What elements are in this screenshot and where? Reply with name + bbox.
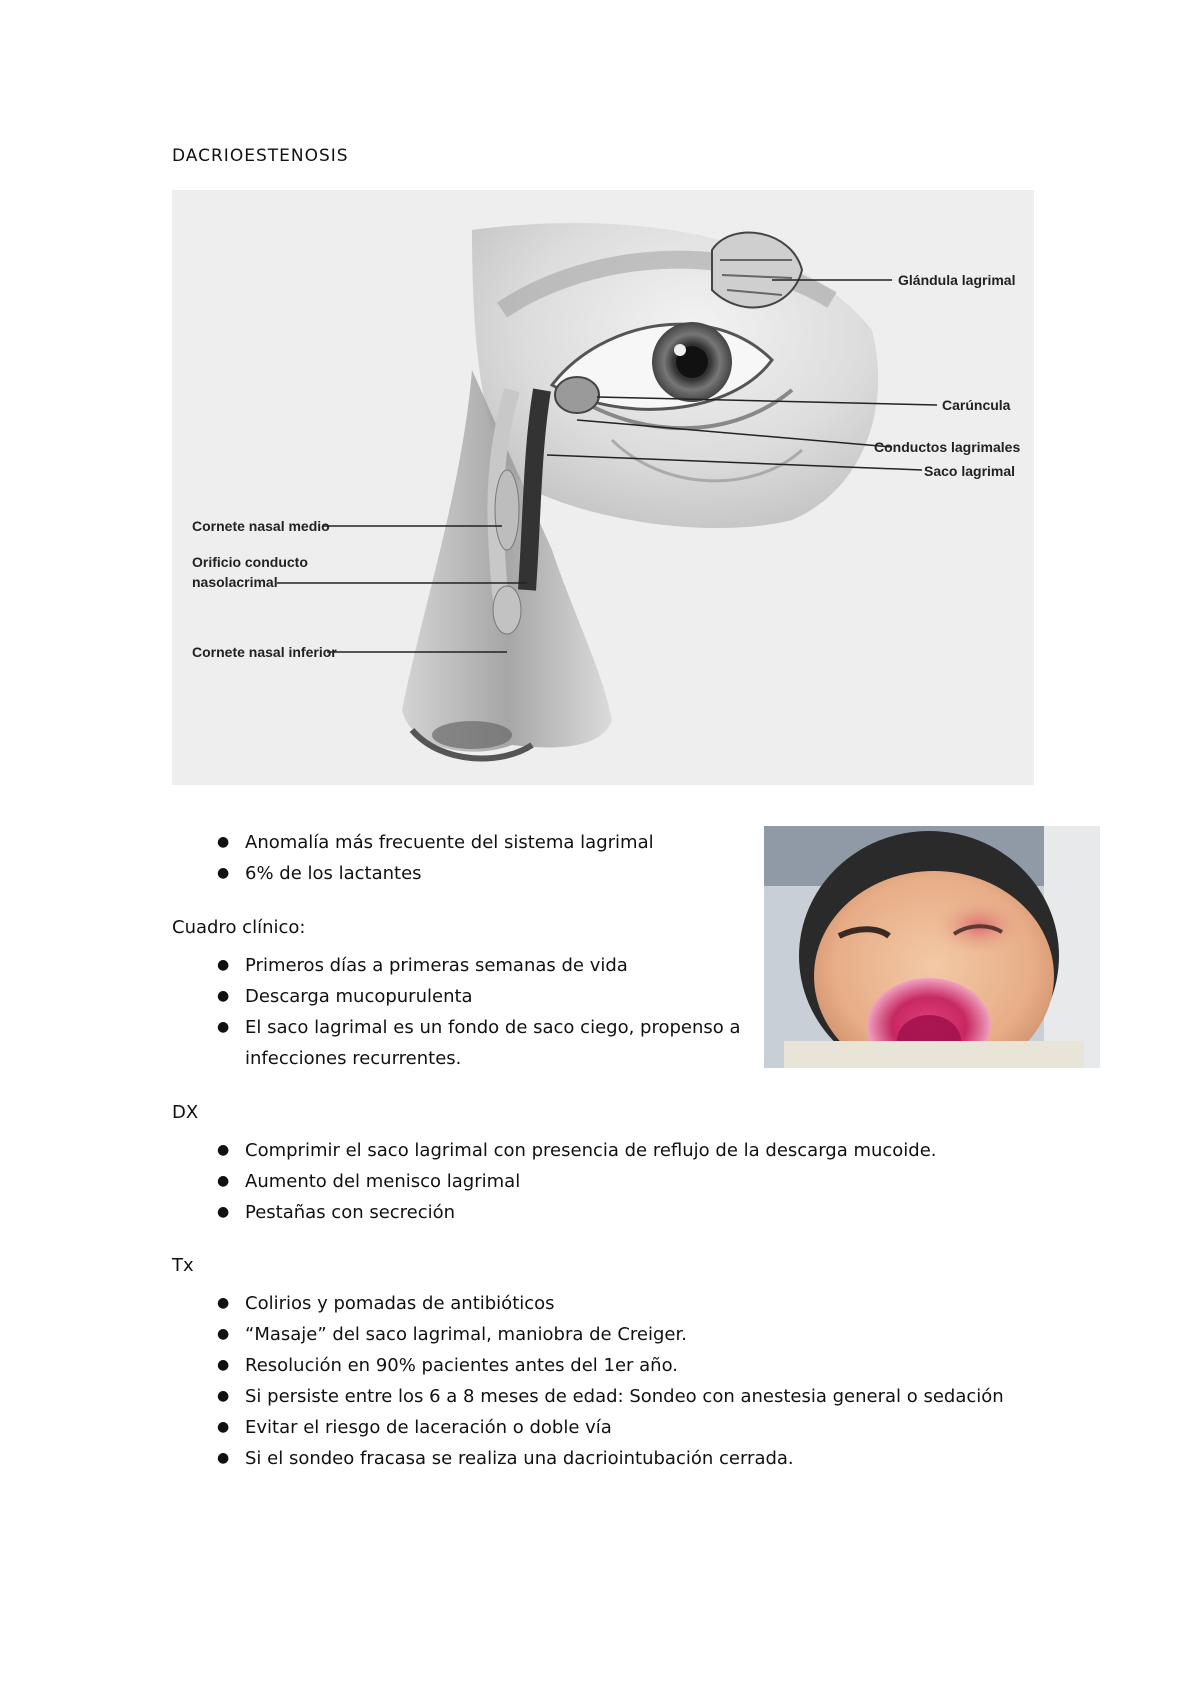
- list-item: ● Aumento del menisco lagrimal: [172, 1166, 937, 1197]
- list-item: ● Si el sondeo fracasa se realiza una dacriointubación cerrada.: [172, 1443, 1004, 1474]
- bullet-icon: ●: [217, 988, 230, 1004]
- bullet-icon: ●: [217, 1295, 230, 1311]
- list-item-continuation: infecciones recurrentes.: [245, 1048, 462, 1069]
- bullet-icon: ●: [217, 1450, 230, 1466]
- lacrimal-anatomy-illustration: [172, 190, 1034, 785]
- bullet-icon: ●: [217, 834, 230, 850]
- intro-list: [172, 827, 654, 889]
- infant-photo: [764, 826, 1100, 1068]
- bullet-icon: ●: [217, 1142, 230, 1158]
- list-item: ● “Masaje” del saco lagrimal, maniobra de Creiger.: [172, 1319, 1004, 1350]
- list-item: ● Evitar el riesgo de laceración o doble vía: [172, 1412, 1004, 1443]
- dx-list: [172, 1135, 937, 1228]
- label-conductos-lagrimales: Conductos lagrimales: [874, 439, 1021, 455]
- bullet-icon: ●: [217, 957, 230, 973]
- list-item: ● Primeros días a primeras semanas de vida: [172, 950, 741, 981]
- document-title: DACRIOESTENOSIS: [172, 146, 349, 166]
- label-caruncula: Carúncula: [942, 397, 1011, 413]
- bullet-icon: ●: [217, 1173, 230, 1189]
- bullet-icon: ●: [217, 1388, 230, 1404]
- list-item: ● 6% de los lactantes: [172, 858, 654, 889]
- label-glandula-lagrimal: Glándula lagrimal: [898, 272, 1016, 288]
- bullet-icon: ●: [217, 1419, 230, 1435]
- bullet-icon: ●: [217, 865, 230, 881]
- list-item: ● Pestañas con secreción: [172, 1197, 937, 1228]
- bullet-icon: ●: [217, 1326, 230, 1342]
- section-heading-cuadro: Cuadro clínico:: [172, 917, 306, 938]
- section-heading-dx: DX: [172, 1102, 199, 1123]
- list-item: ● Comprimir el saco lagrimal con presencia de reflujo de la descarga mucoide.: [172, 1135, 937, 1166]
- list-item: ● Colirios y pomadas de antibióticos: [172, 1288, 1004, 1319]
- list-item: ● Resolución en 90% pacientes antes del 1er año.: [172, 1350, 1004, 1381]
- tx-list: [172, 1288, 1004, 1474]
- bullet-icon: ●: [217, 1357, 230, 1373]
- label-cornete-nasal-inferior: Cornete nasal inferior: [192, 644, 337, 660]
- label-orificio-line1: Orificio conducto: [192, 554, 308, 570]
- list-item: ● Descarga mucopurulenta: [172, 981, 741, 1012]
- bullet-icon: ●: [217, 1204, 230, 1220]
- list-item: ● El saco lagrimal es un fondo de saco ciego, propenso a: [172, 1012, 741, 1043]
- label-cornete-nasal-medio: Cornete nasal medio: [192, 518, 330, 534]
- list-item: ● Si persiste entre los 6 a 8 meses de edad: Sondeo con anestesia general o sedación: [172, 1381, 1004, 1412]
- section-heading-tx: Tx: [172, 1255, 194, 1276]
- label-saco-lagrimal: Saco lagrimal: [924, 463, 1016, 479]
- list-item: ● Anomalía más frecuente del sistema lagrimal: [172, 827, 654, 858]
- bullet-icon: ●: [217, 1019, 230, 1035]
- label-orificio-line2: nasolacrimal: [192, 574, 278, 590]
- cuadro-list: [172, 950, 741, 1074]
